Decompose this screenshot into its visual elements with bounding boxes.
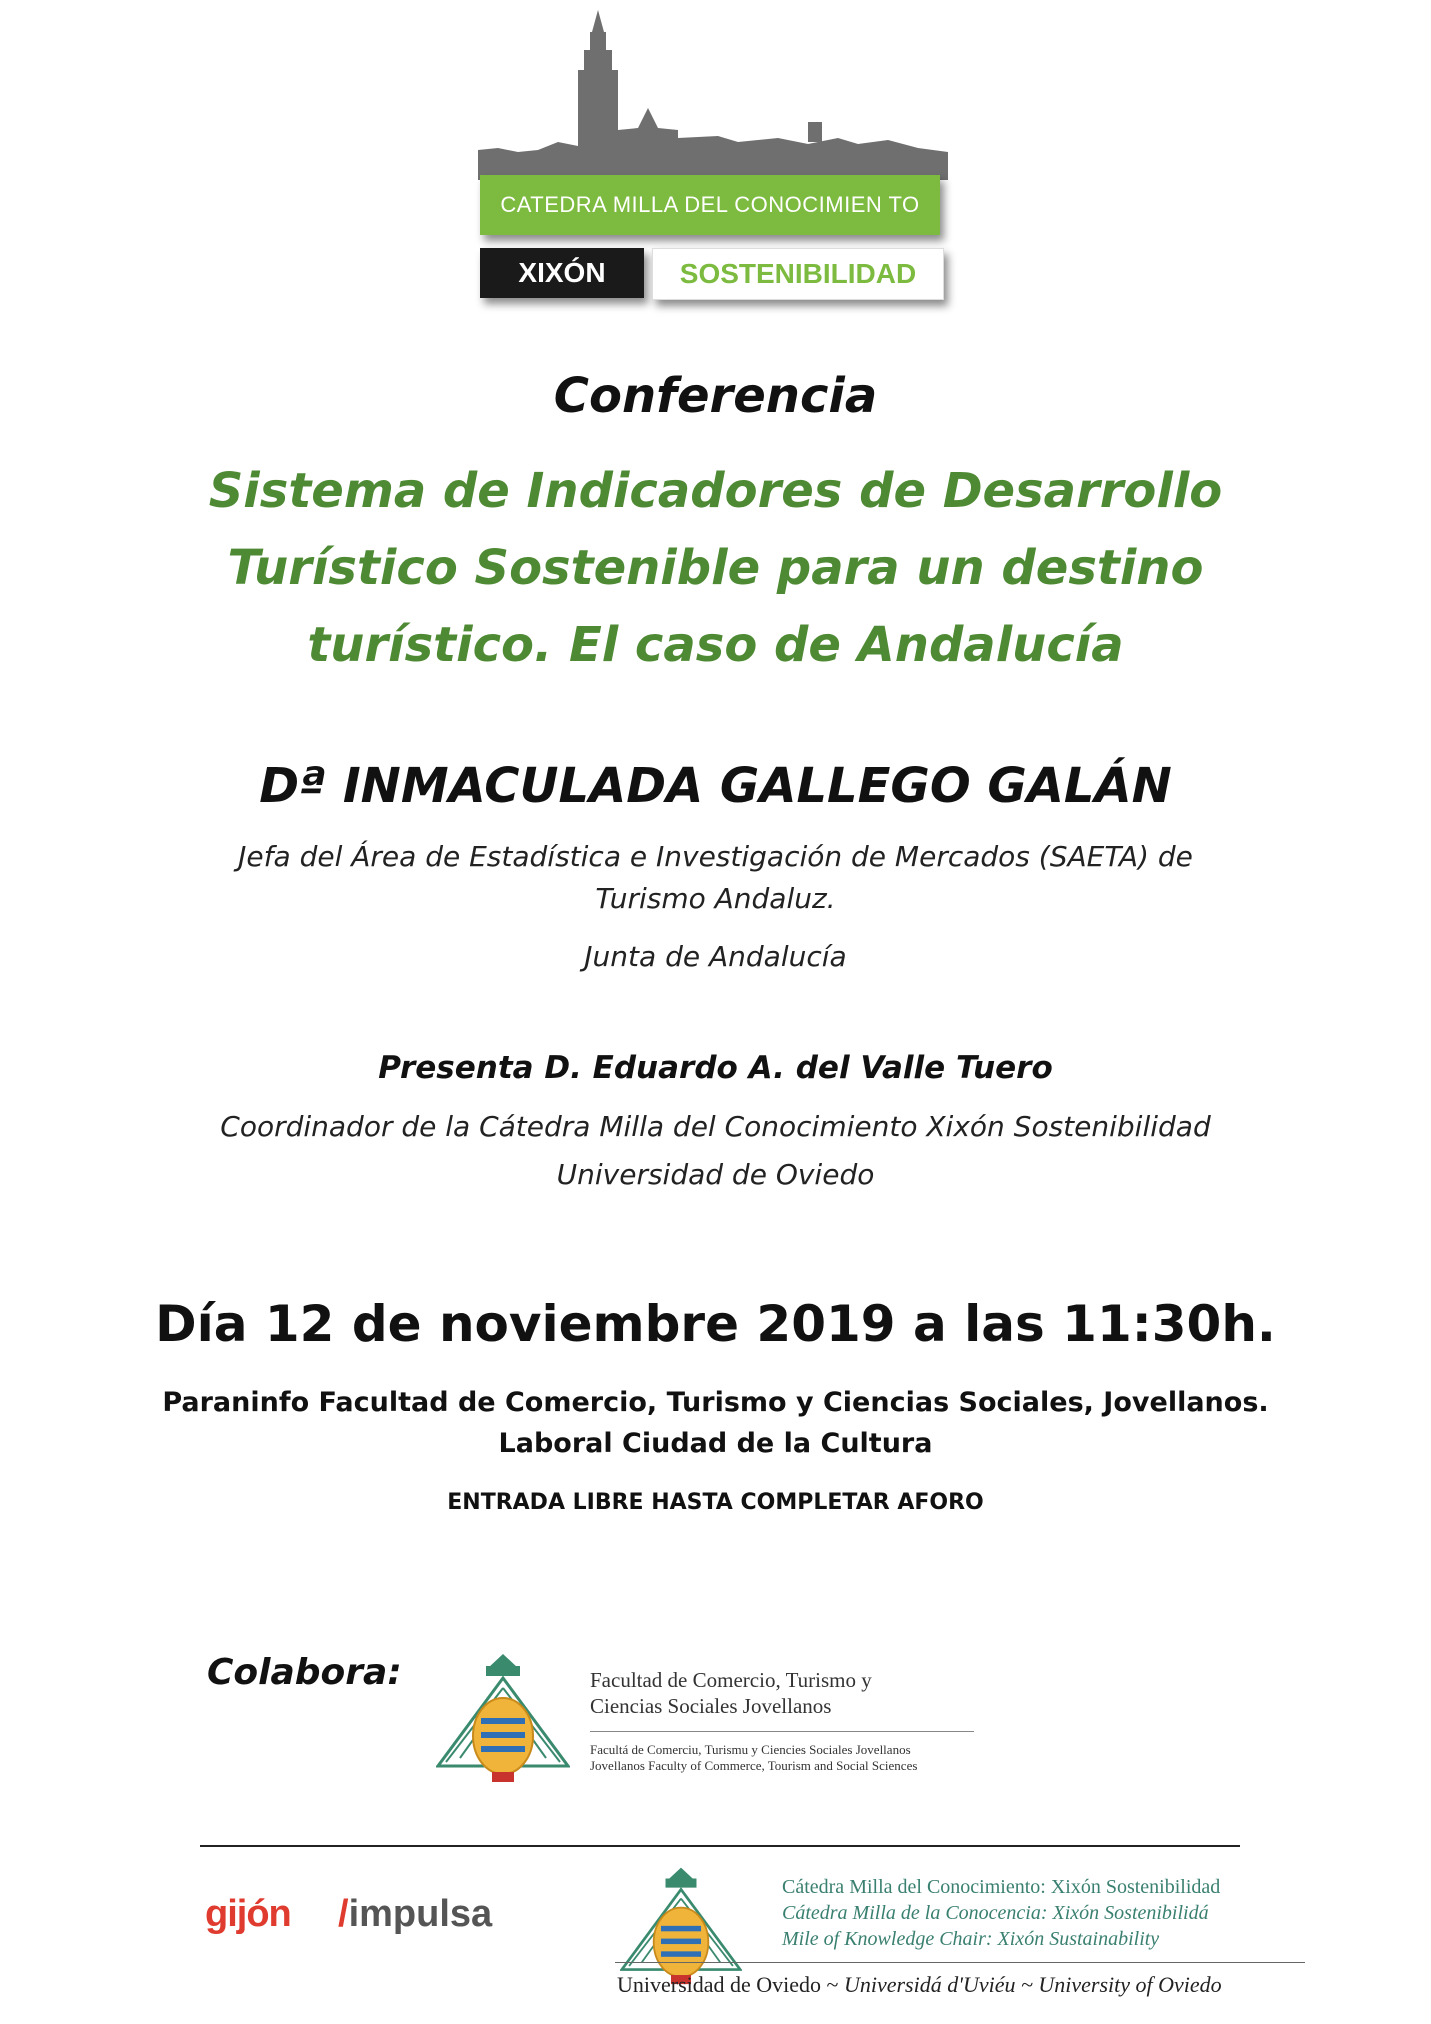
event-title-line: turístico. El caso de Andalucía <box>307 617 1124 673</box>
presenter-organization: Universidad de Oviedo <box>556 1158 875 1191</box>
logo-band-chair: CATEDRA MILLA DEL CONOCIMIEN TO <box>480 175 940 235</box>
chair-name-asturian: Cátedra Milla de la Conocencia: Xixón Sostenibilidá <box>782 1902 1209 1924</box>
speaker-name: Dª INMACULADA GALLEGO GALÁN <box>259 758 1172 814</box>
chair-name-spanish: Cátedra Milla del Conocimiento: Xixón Sostenibilidad <box>782 1876 1221 1898</box>
footer-divider <box>200 1845 1240 1847</box>
collaborator-label: Colabora: <box>207 1652 402 1693</box>
faculty-name: Ciencias Sociales Jovellanos <box>590 1694 832 1718</box>
event-type: Conferencia <box>553 368 878 424</box>
event-venue: Laboral Ciudad de la Cultura <box>498 1428 933 1459</box>
event-venue: Paraninfo Facultad de Comercio, Turismo y Ciencias Sociales, Jovellanos. <box>162 1387 1269 1418</box>
university-name-others: Universidá d'Uviéu ~ University of Oviedo <box>843 1972 1222 1997</box>
divider <box>590 1731 974 1732</box>
event-title-line: Turístico Sostenible para un destino <box>227 540 1204 596</box>
faculty-name-asturian: Facultá de Comerciu, Turismu y Ciencies Sociales Jovellanos <box>590 1742 911 1757</box>
logo-band-sostenibilidad: SOSTENIBILIDAD <box>652 248 944 300</box>
faculty-name: Facultad de Comercio, Turismo y <box>590 1668 872 1692</box>
impulsa-logo <box>338 1893 492 1936</box>
logo-band-xixon: XIXÓN <box>480 248 644 298</box>
presenter-line: Presenta D. Eduardo A. del Valle Tuero <box>378 1050 1053 1086</box>
chair-name-english: Mile of Knowledge Chair: Xixón Sustainability <box>782 1928 1160 1950</box>
university-crest-icon <box>436 1648 570 1796</box>
university-name <box>617 1972 1222 1998</box>
faculty-name-english: Jovellanos Faculty of Commerce, Tourism and Social Sciences <box>590 1758 918 1773</box>
impulsa-slash-icon: / <box>338 1893 349 1935</box>
skyline-logo-icon <box>478 10 948 180</box>
speaker-organization: Junta de Andalucía <box>584 940 847 973</box>
impulsa-text: impulsa <box>348 1893 493 1935</box>
university-name-spanish: Universidad de Oviedo ~ <box>617 1972 844 1997</box>
speaker-role: Turismo Andaluz. <box>595 882 836 915</box>
event-date: Día 12 de noviembre 2019 a las 11:30h. <box>155 1295 1276 1353</box>
gijon-logo: gijón <box>205 1893 291 1935</box>
divider <box>615 1962 1305 1963</box>
entry-note: ENTRADA LIBRE HASTA COMPLETAR AFORO <box>447 1490 984 1515</box>
event-title-line: Sistema de Indicadores de Desarrollo <box>208 463 1223 519</box>
speaker-role: Jefa del Área de Estadística e Investigación de Mercados (SAETA) de <box>238 840 1193 873</box>
presenter-role: Coordinador de la Cátedra Milla del Conocimiento Xixón Sostenibilidad <box>220 1110 1211 1143</box>
